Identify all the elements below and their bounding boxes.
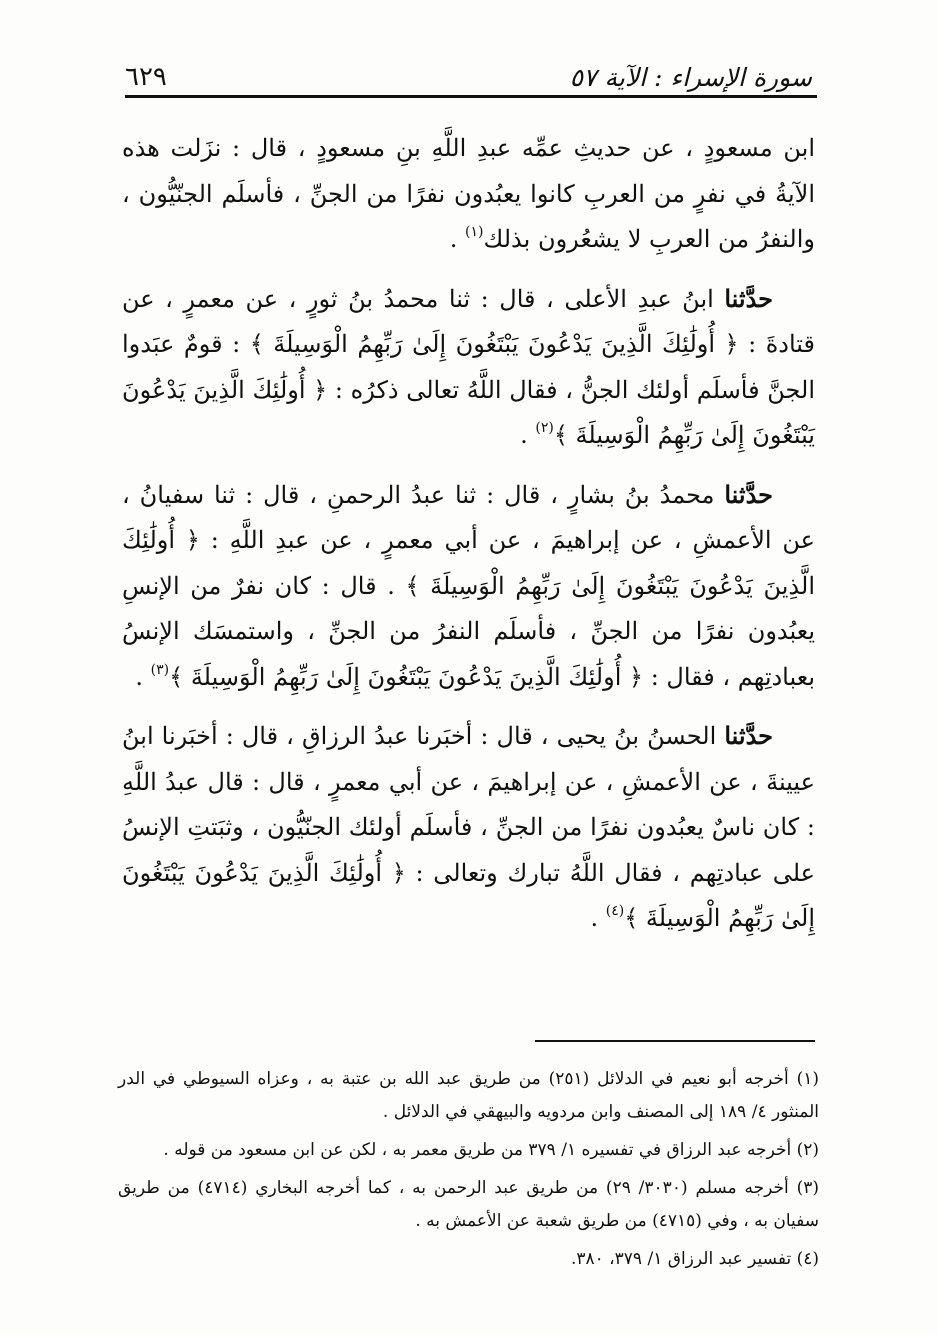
paragraph <box>122 713 815 942</box>
paragraph-text: ابن مسعودٍ ، عن حديثِ عمِّه عبدِ اللَّهِ بنِ مسعودٍ ، قال : نزَلت هذه الآيةُ في نفرٍ من العربِ كانوا يعبُدون نفرًا من الجنِّ ، فأسلَم الجنّيُّون ، والنفرُ من العربِ لا يشعُرون بذلك <box>122 134 815 253</box>
footnote-marker[interactable]: (٣) <box>150 661 170 678</box>
paragraph-tail: . <box>520 421 536 449</box>
header-rule <box>125 95 817 98</box>
paragraph-lead: حدَّثنا <box>724 479 773 509</box>
footnote-marker[interactable]: (١) <box>465 224 484 240</box>
paragraph <box>122 276 815 459</box>
paragraph-lead: حدَّثنا <box>724 283 773 313</box>
footnote: (٢) أخرجه عبد الرزاق في تفسيره ١/ ٣٧٩ من طريق معمر به ، لكن عن ابن مسعود من قوله . <box>163 1140 819 1160</box>
paragraph-text: محمدُ بنُ بشارٍ ، قال : ثنا عبدُ الرحمنِ ، قال : ثنا سفيانُ ، عن الأعمشِ ، عن إبراهيمَ ، عن أبي معمرٍ ، عن عبدِ اللَّهِ : ﴿ أُولَٰئِكَ الَّذِينَ يَدْعُونَ يَبْتَغُونَ إِلَىٰ رَبِّهِمُ الْوَسِيلَةَ ﴾ . قال : كان نفرٌ من الإنسِ يعبُدون نفرًا من الجنِّ ، فأسلَم النفرُ من الجنِّ ، واستمسَك الإنسُ بعبادتِهم ، فقال : ﴿ أُولَٰئِكَ الَّذِينَ يَدْعُونَ يَبْتَغُونَ إِلَىٰ رَبِّهِمُ الْوَسِيلَةَ ﴾ <box>122 480 816 691</box>
main-text <box>122 125 815 955</box>
paragraph-tail: . <box>135 662 151 691</box>
paragraph-text: ابنُ عبدِ الأعلى ، قال : ثنا محمدُ بنُ ثورٍ ، عن معمرٍ ، عن قتادةَ : ﴿ أُولَٰئِكَ الَّذِينَ يَدْعُونَ يَبْتَغُونَ إِلَىٰ رَبِّهِمُ الْوَسِيلَةَ ﴾ : قومٌ عبَدوا الجنَّ فأسلَم أولئك الجنُّ ، فقال اللَّهُ تعالى ذكرُه : ﴿ أُولَٰئِكَ الَّذِينَ يَدْعُونَ يَبْتَغُونَ إِلَىٰ رَبِّهِمُ الْوَسِيلَةَ ﴾ <box>122 284 815 449</box>
running-title: سورة الإسراء : الآية ٥٧ <box>569 63 812 92</box>
footnotes <box>118 1063 819 1281</box>
footnote: (٤) تفسير عبد الرزاق ١/ ٣٧٩، ٣٨٠. <box>570 1249 819 1269</box>
paragraph-lead: حدَّثنا <box>724 721 773 750</box>
footnote: (١) أخرجه أبو نعيم في الدلائل (٢٥١) من طريق عبد الله بن عتبة به ، وعزاه السيوطي في الدر المنثور ٤/ ١٨٩ إلى المصنف وابن مردويه والبيهقي في الدلائل . <box>118 1069 819 1122</box>
footnote-marker[interactable]: (٢) <box>535 420 554 436</box>
page-header <box>125 52 812 92</box>
page-number: ٦٢٩ <box>125 62 167 92</box>
paragraph <box>122 125 815 263</box>
paragraph-tail: . <box>449 225 466 253</box>
footnote-marker[interactable]: (٤) <box>605 903 625 919</box>
footnote: (٣) أخرجه مسلم (٣٠٣٠/ ٢٩) من طريق عبد الرحمن به ، كما أخرجه البخاري (٤٧١٤) من طريق سفيان به ، وفي (٤٧١٥) من طريق شعبة عن الأعمش به . <box>118 1178 820 1231</box>
footnote-rule <box>535 1040 815 1042</box>
paragraph-text: الحسنُ بنُ يحيى ، قال : أخبَرنا عبدُ الرزاقِ ، قال : أخبَرنا ابنُ عيينةَ ، عن الأعمشِ ، عن إبراهيمَ ، عن أبي معمرٍ ، قال : قال عبدُ اللَّهِ : كان ناسٌ يعبُدون نفرًا من الجنِّ ، فأسلَم أولئك الجنّيُّون ، وثبَتتِ الإنسُ على عبادتِهم ، فقال اللَّهُ تبارك وتعالى : ﴿ أُولَٰئِكَ الَّذِينَ يَدْعُونَ يَبْتَغُونَ إِلَىٰ رَبِّهِمُ الْوَسِيلَةَ ﴾ <box>122 722 815 932</box>
paragraph-tail: . <box>590 904 606 932</box>
paragraph <box>122 472 815 701</box>
